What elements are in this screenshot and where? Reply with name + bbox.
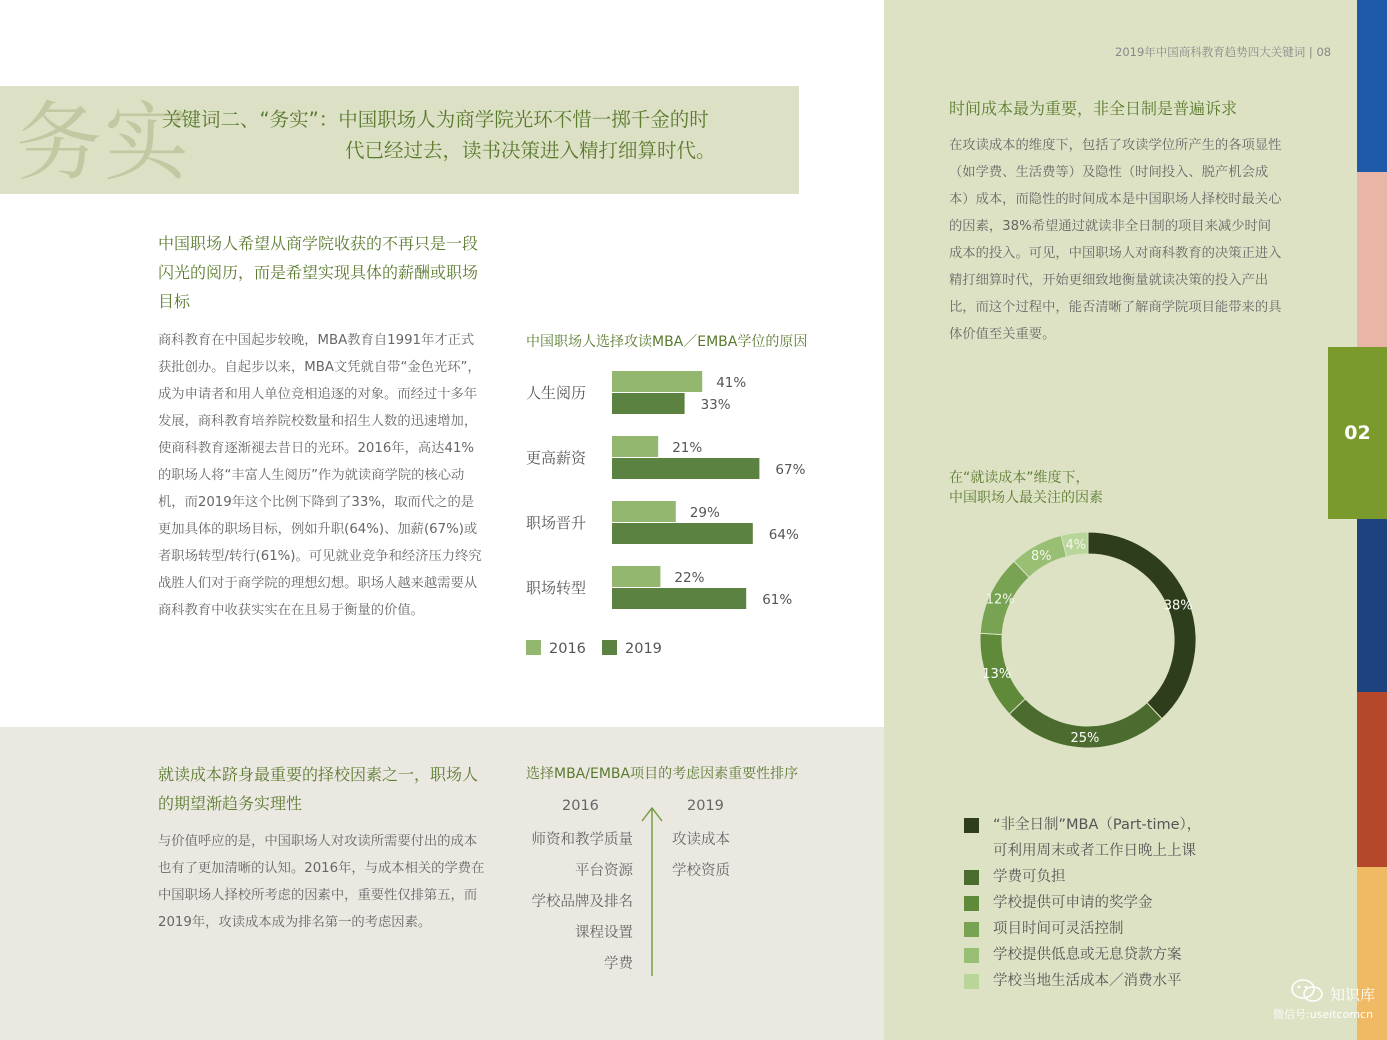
donut-value-label: 25% <box>1070 730 1100 746</box>
bar-value-label: 41% <box>716 375 747 391</box>
page-header: 2019年中国商科教育趋势四大关键词 | 08 <box>1115 45 1332 59</box>
donut-value-label: 38% <box>1163 598 1193 614</box>
stripe-blue <box>1357 0 1387 172</box>
watermark-sub: 微信号:useitcomcn <box>1273 1008 1374 1021</box>
pie-legend-item <box>964 890 1264 916</box>
donut-value-label: 13% <box>982 666 1012 682</box>
bar-value-label: 29% <box>689 505 720 521</box>
rank-2016-item: 师资和教学质量 <box>531 832 633 848</box>
bar-2019 <box>612 588 746 609</box>
bar-2016 <box>612 566 660 587</box>
legend-swatch <box>964 818 979 833</box>
pie-legend-item <box>964 812 1264 864</box>
donut-slice <box>1088 532 1196 719</box>
legend-swatch <box>964 974 979 989</box>
section1-subhead: 中国职场人希望从商学院收获的不再只是一段闪光的阅历，而是希望实现具体的薪酬或职场目标 <box>158 234 479 311</box>
bar-category-label: 更高薪资 <box>526 449 587 467</box>
pie-legend-item <box>964 864 1264 890</box>
stripe-navy <box>1357 519 1387 692</box>
banner-title <box>162 104 762 166</box>
legend-label: “非全日制”MBA（Part-time）， <box>993 817 1202 833</box>
right-body: 在攻读成本的维度下，包括了攻读学位所产生的各项显性（如学费、生活费等）及隐性（时间投入、脱产机会成本）成本，而隐性的时间成本是中国职场人择校时最关心的因素，38%希望通过就读非全日制的项目来减少时间成本的投入。可见，中国职场人对商科教育的决策正进入精打细算时代，开始更细致地衡量就读决策的投入产出比，而这个过程中，能否清晰了解商学院项目能带来的具体价值至关重要。 <box>949 138 1282 342</box>
banner-title-line2: 代已经过去，读书决策进入精打细算时代。 <box>345 139 716 162</box>
bar-2016 <box>612 436 658 457</box>
section2-body: 与价值呼应的是，中国职场人对攻读所需要付出的成本也有了更加清晰的认知。2016年，与成本相关的学费在中国职场人择校所考虑的因素中，重要性仅排第五，而2019年，攻读成本成为排名第一的考虑因素。 <box>158 834 485 930</box>
stripe-rust <box>1357 692 1387 867</box>
legend-label: 学费可负担 <box>993 869 1066 885</box>
bar-value-label: 67% <box>775 462 806 478</box>
legend-swatch <box>964 870 979 885</box>
rank-2016-item: 学费 <box>604 956 633 972</box>
rank-2016-item: 平台资源 <box>575 863 633 879</box>
bar-value-label: 22% <box>674 570 705 586</box>
right-subhead: 时间成本最为重要，非全日制是普遍诉求 <box>949 99 1238 118</box>
pie-title-line1: 在“就读成本”维度下， <box>949 470 1090 486</box>
legend-label: 学校当地生活成本／消费水平 <box>993 973 1182 989</box>
legend-swatch-2016 <box>526 640 541 655</box>
pie-chart-title <box>949 468 1103 508</box>
rank-2016-item: 学校品牌及排名 <box>531 894 633 910</box>
page-section-number: 02 <box>1344 422 1371 444</box>
bar-2016 <box>612 371 702 392</box>
legend-label-line2: 可利用周末或者工作日晚上上课 <box>993 843 1196 859</box>
bar-2019 <box>612 393 685 414</box>
legend-label: 学校提供可申请的奖学金 <box>993 895 1153 911</box>
donut-value-label: 4% <box>1065 537 1087 553</box>
section1-body: 商科教育在中国起步较晚，MBA教育自1991年才正式获批创办。自起步以来，MBA文凭就自带“金色光环”，成为申请者和用人单位竞相追逐的对象。而经过十多年发展，商科教育培养院校数量和招生人数的迅速增加，使商科教育逐渐褪去昔日的光环。2016年，高达41%的职场人将“丰富人生阅历”作为就读商学院的核心动机，而2019年这个比例下降到了33%，取而代之的是更加具体的职场目标，例如升职(64%)、加薪(67%)或者职场转型/转行(61%)。可见就业竞争和经济压力终究战胜人们对于商学院的理想幻想。职场人越来越需要从商科教育中收获实实在在且易于衡量的价值。 <box>158 333 482 618</box>
wechat-icon <box>1290 978 1324 1004</box>
pie-legend-item <box>964 916 1264 942</box>
bar-category-label: 职场晋升 <box>526 514 587 532</box>
rank-2019-item: 学校资质 <box>672 863 730 879</box>
pie-legend <box>964 812 1264 994</box>
bar-value-label: 61% <box>762 592 793 608</box>
bar-value-label: 21% <box>672 440 703 456</box>
page-section-tab[interactable] <box>1328 347 1387 519</box>
watermark-name: 知识库 <box>1330 986 1376 1004</box>
bar-chart <box>520 365 850 665</box>
legend-label: 项目时间可灵活控制 <box>993 921 1124 937</box>
legend-label-2016: 2016 <box>549 641 586 657</box>
donut-value-label: 12% <box>985 592 1015 608</box>
bar-2019 <box>612 523 753 544</box>
bar-category-label: 职场转型 <box>526 579 587 597</box>
pie-chart <box>960 520 1220 770</box>
banner-title-line1: 关键词二、“务实”：中国职场人为商学院光环不惜一掷千金的时 <box>162 108 709 131</box>
legend-swatch <box>964 896 979 911</box>
bar-category-label: 人生阅历 <box>526 384 587 402</box>
legend-swatch <box>964 922 979 937</box>
legend-swatch <box>964 948 979 963</box>
legend-label-2019: 2019 <box>625 641 662 657</box>
legend-swatch-2019 <box>602 640 617 655</box>
pie-title-line2: 中国职场人最关注的因素 <box>949 490 1103 506</box>
ranking-chart-title: 选择MBA/EMBA项目的考虑因素重要性排序 <box>526 766 799 782</box>
bar-2016 <box>612 501 676 522</box>
stripe-pink <box>1357 172 1387 347</box>
legend-label: 学校提供低息或无息贷款方案 <box>993 947 1182 963</box>
section2-subhead: 就读成本跻身最重要的择校因素之一，职场人的期望渐趋务实理性 <box>158 765 479 813</box>
banner-big-characters: 务实 <box>16 93 192 193</box>
up-arrow-icon <box>641 806 663 978</box>
rank-2019-item: 攻读成本 <box>672 832 730 848</box>
rank-2016-item: 课程设置 <box>575 925 633 941</box>
bar-value-label: 33% <box>700 397 731 413</box>
donut-value-label: 8% <box>1030 548 1052 564</box>
ranking-year-2016: 2016 <box>562 798 599 814</box>
ranking-year-2019: 2019 <box>687 798 724 814</box>
pie-legend-item <box>964 942 1264 968</box>
pie-legend-item <box>964 968 1264 994</box>
bar-value-label: 64% <box>768 527 799 543</box>
bar-chart-title: 中国职场人选择攻读MBA／EMBA学位的原因 <box>526 334 808 350</box>
bar-2019 <box>612 458 759 479</box>
